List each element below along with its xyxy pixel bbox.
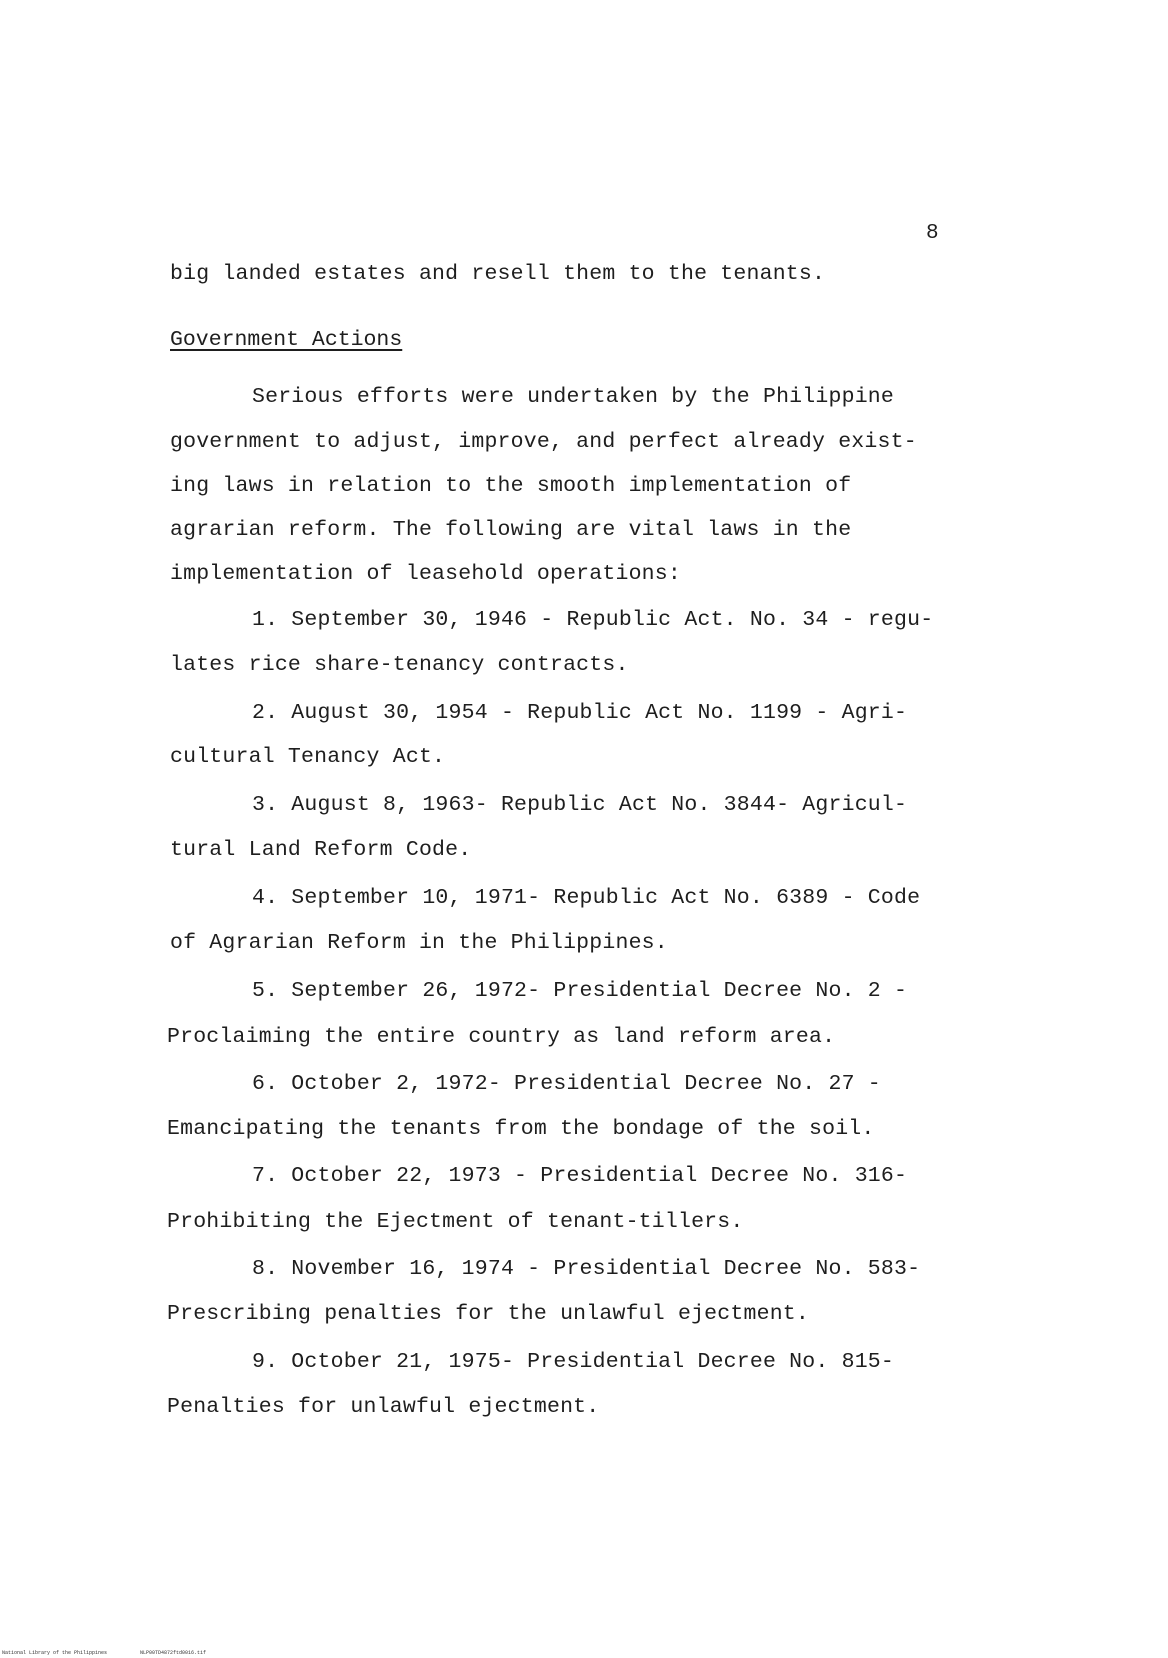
list-item-line: of Agrarian Reform in the Philippines.	[170, 931, 668, 955]
list-item-line: Prohibiting the Ejectment of tenant-tillers.	[167, 1210, 744, 1234]
list-item-line: 9. October 21, 1975- Presidential Decree No. 815-	[252, 1350, 895, 1374]
list-item-line: lates rice share-tenancy contracts.	[170, 653, 629, 677]
paragraph-line: agrarian reform. The following are vital laws in the	[170, 518, 852, 542]
list-item-line: Prescribing penalties for the unlawful ejectment.	[167, 1302, 810, 1326]
list-item-line: 7. October 22, 1973 - Presidential Decree No. 316-	[252, 1164, 908, 1188]
file-id: NLP00TD4872ftd0016.tif	[140, 1650, 207, 1656]
opening-line: big landed estates and resell them to the tenants.	[170, 262, 826, 286]
scan-footer	[2, 1650, 236, 1656]
paragraph-line: implementation of leasehold operations:	[170, 562, 681, 586]
section-heading: Government Actions	[170, 328, 403, 352]
paragraph-line: government to adjust, improve, and perfect already exist-	[170, 430, 917, 454]
list-item-line: 2. August 30, 1954 - Republic Act No. 1199 - Agri-	[252, 701, 908, 725]
page-number: 8	[926, 222, 939, 245]
paragraph-line: ing laws in relation to the smooth implementation of	[170, 474, 852, 498]
library-credit: National Library of the Philippines	[2, 1650, 108, 1656]
paragraph-line: Serious efforts were undertaken by the Philippine	[252, 385, 895, 409]
list-item-line: cultural Tenancy Act.	[170, 745, 446, 769]
list-item-line: Proclaiming the entire country as land reform area.	[167, 1025, 836, 1049]
list-item-line: 5. September 26, 1972- Presidential Decree No. 2 -	[252, 979, 908, 1003]
list-item-line: 3. August 8, 1963- Republic Act No. 3844- Agricul-	[252, 793, 908, 817]
list-item-line: tural Land Reform Code.	[170, 838, 472, 862]
list-item-line: 6. October 2, 1972- Presidential Decree No. 27 -	[252, 1072, 881, 1096]
list-item-line: Emancipating the tenants from the bondage of the soil.	[167, 1117, 875, 1141]
list-item-line: 4. September 10, 1971- Republic Act No. 6389 - Code	[252, 886, 921, 910]
list-item-line: 8. November 16, 1974 - Presidential Decree No. 583-	[252, 1257, 921, 1281]
list-item-line: 1. September 30, 1946 - Republic Act. No. 34 - regu-	[252, 608, 934, 632]
list-item-line: Penalties for unlawful ejectment.	[167, 1395, 600, 1419]
